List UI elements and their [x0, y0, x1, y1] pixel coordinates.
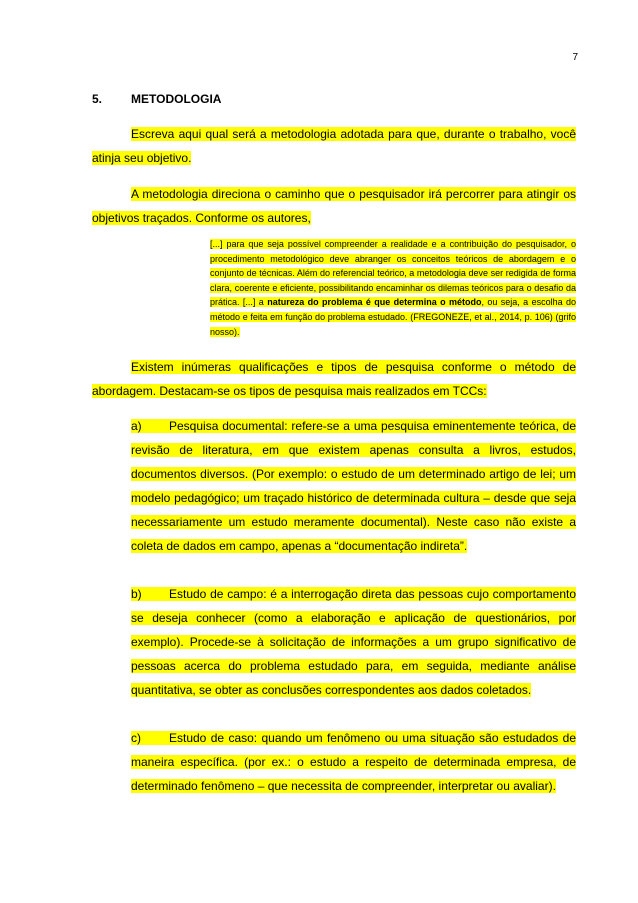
- highlighted-text: a) Pesquisa documental: refere-se a uma pesquisa eminentemente teórica, de revisão de literatura, em que existem apenas consulta a livros, estudos, documentos diversos. (Por exemplo: o estudo de um determinado artigo de lei; um modelo pedagógico; um traçado histórico de determinada cultura – desde que seja necessariamente um estudo meramente documental). Neste caso não existe a coleta de dados em campo, apenas a “documentação indireta”.: [131, 419, 576, 553]
- paragraph-research-types: [92, 355, 576, 403]
- paragraph-methodology-intro: [92, 182, 576, 230]
- list-item-documental: [131, 414, 576, 558]
- highlighted-text: A metodologia direciona o caminho que o pesquisador irá percorrer para atingir os objetivos traçados. Conforme os autores,: [92, 187, 576, 225]
- quote-emphasis: natureza do problema é que determina o método: [267, 297, 482, 308]
- section-title: METODOLOGIA: [131, 92, 222, 106]
- paragraph-instruction: [92, 122, 576, 170]
- quote-text: [...] para que seja possível compreender a realidade e a contribuição do pesquisador, o procedimento metodológico deve abranger os conceitos teóricos de abordagem e o conjunto de técnicas. Além do referencial teórico, a metodologia deve ser redigida de forma clara, coerente e eficiente, possibilitando encaminhar os dilemas teóricos para o desafio da prática. [...] a natureza do problema é que determina o método, ou seja, a escolha do método e feita em função do problema estudado. (FREGONEZE, et al., 2014, p. 106) (grifo nosso).: [210, 239, 576, 337]
- highlighted-text: b) Estudo de campo: é a interrogação direta das pessoas cujo comportamento se deseja conhecer (como a elaboração e aplicação de questionários, por exemplo). Procede-se à solicitação de informações a um grupo significativo de pessoas acerca do problema estudado para, em seguida, mediante análise quantitativa, se obter as conclusões correspondentes aos dados coletados.: [131, 587, 576, 697]
- highlighted-text: Existem inúmeras qualificações e tipos de pesquisa conforme o método de abordagem. Destacam-se os tipos de pesquisa mais realizados em TCCs:: [92, 360, 576, 398]
- highlighted-text: Escreva aqui qual será a metodologia adotada para que, durante o trabalho, você atinja seu objetivo.: [92, 127, 576, 165]
- list-item-case-study: [131, 726, 576, 798]
- block-quote: [210, 237, 576, 339]
- page-number: 7: [572, 52, 578, 63]
- list-item-field-study: [131, 582, 576, 702]
- item-label: a): [131, 419, 142, 433]
- item-label: b): [131, 587, 142, 601]
- section-number: 5.: [92, 92, 103, 106]
- item-label: c): [131, 731, 141, 745]
- section-heading: [92, 92, 221, 106]
- highlighted-text: c) Estudo de caso: quando um fenômeno ou uma situação são estudados de maneira específica. (por ex.: o estudo a respeito de determinada empresa, de determinado fenômeno – que necessita de compreender, interpretar ou avaliar).: [131, 731, 576, 793]
